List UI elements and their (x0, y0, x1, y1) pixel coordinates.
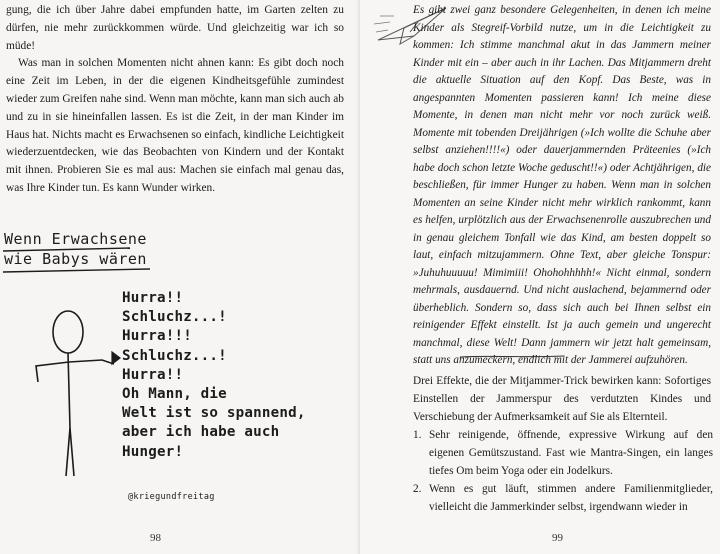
speech-line: Schluchz...! (122, 309, 227, 326)
right-paragraph: Drei Effekte, die der Mitjammer-Trick bewirken kann: Sofortiges Einstellen der Jammerspur des verdutzten Kindes und Verschiebung der Aufmerksamkeit auf Sie als Elternteil. (413, 375, 711, 423)
right-page (360, 0, 720, 554)
speech-line: Welt ist so spannend, (122, 405, 306, 422)
speech-line: Schluchz...! (122, 347, 227, 364)
speech-line: Hunger! (122, 443, 184, 460)
list-item (413, 480, 713, 516)
list-item-text: Sehr reinigende, öffnende, expressive Wirkung auf den eigenen Gemütszustand. Fast wie Mantra-Singen, ein langes tiefes Om beim Yoga oder ein Jodelkurs. (429, 429, 713, 477)
speech-line: Hurra!!! (122, 328, 192, 345)
speech-line: aber ich habe auch (122, 424, 280, 441)
comic-title-line-1: Wenn Erwachsene (4, 230, 147, 248)
comic-title-line-2: wie Babys wären (4, 250, 147, 268)
effects-list (413, 426, 713, 516)
stick-figure-icon (16, 300, 136, 490)
list-item-text: Wenn es gut läuft, stimmen andere Familienmitglieder, vielleicht die Jammerkinder selbst, irgendwann wieder in (429, 483, 713, 513)
page-number-right: 99 (552, 532, 563, 544)
left-text-block (6, 2, 344, 198)
right-italic-block: Es gibt zwei ganz besondere Gelegenheiten, in denen ich meine Kinder als Stegreif-Vorbild nutze, um in die Leichtigkeit zu kommen: Ich stimme manchmal akut in das Jammern meiner Kinder mit ein – aber auch in ihr Lachen. Das Mitjammern dreht die aktuelle Situation auf den Kopf. Das Beste, was in angespannten Momenten passieren kann! Ich meine diese Momente, in denen man nicht mehr vor noch zurück weiß. Momente mit tobenden Dreijährigen (»Ich wollte die Schuhe aber selbst anziehen!!!!«) oder dauerjammernden Präteenies (»Ich habe doch schon letzte Woche geduscht!!«) oder Achtjährigen, die beschließen, für immer Hunger zu haben. Wenn man in solchen Momenten an seine Kinder nicht mehr wirklich rankommt, kann es helfen, urplötzlich aus der Erwachsenenrolle auszubrechen und in genau gleichem Tonfall wie das Kind, am besten doppelt so laut, einfach mitzujammern. Ohne Text, aber gleiche Tonspur: »Juhuhuuuuu! Mimimiii! Ohohohhhhh!« Nicht einmal, sondern mehrmals, ausdauernd. Und nicht auslachend, bejammernd oder überheblich. Sondern so, dass sich auch bei Ihnen selbst ein reinigender Effekt einstellt. Ist ja auch gemein und ungerecht manchmal, diese Welt! Dann jammern wir jetzt halt gemeinsam, statt uns anzumeckern, endlich mit der Jammerei aufzuhören. (413, 4, 711, 366)
left-paragraph-2: Was man in solchen Momenten nicht ahnen kann: Es gibt doch noch eine Zeit im Leben, in der die eigenen Kindheitsgefühle zumindest wieder zum Greifen nahe sind. Wenn man möchte, kann man sich auch ab und zu in sie hineinfallen lassen. Es ist die Zeit, in der man Kinder im Haus hat. Nichts macht es Erwachsenen so einfach, kindliche Leichtigkeit wiederzuentdecken, wie das Beobachten von Kindern und der Kontakt mit ihnen. Probieren Sie es mal aus: Machen sie einfach mal genau das, was Ihre Kinder tun. Es kann Wunder wirken. (6, 57, 344, 194)
speech-line: Oh Mann, die (122, 386, 227, 403)
speech-line: Hurra!! (122, 290, 184, 306)
list-item-number: 2. (413, 483, 422, 495)
speech-line: Hurra!! (122, 366, 184, 383)
list-item-number: 1. (413, 429, 422, 441)
comic-credit: @kriegundfreitag (128, 492, 215, 502)
left-paragraph-1: gung, die ich über Jahre dabei empfunden hatte, im Garten zelten zu dürfen, nie mehr zurückkommen würde. Und gleichzeitig war ich so müde! (6, 4, 344, 52)
list-item (413, 426, 713, 480)
comic-speech-text (122, 289, 306, 462)
comic-title-underline-icon (0, 226, 200, 286)
page-number-left: 98 (150, 532, 161, 544)
divider-line (458, 352, 568, 362)
